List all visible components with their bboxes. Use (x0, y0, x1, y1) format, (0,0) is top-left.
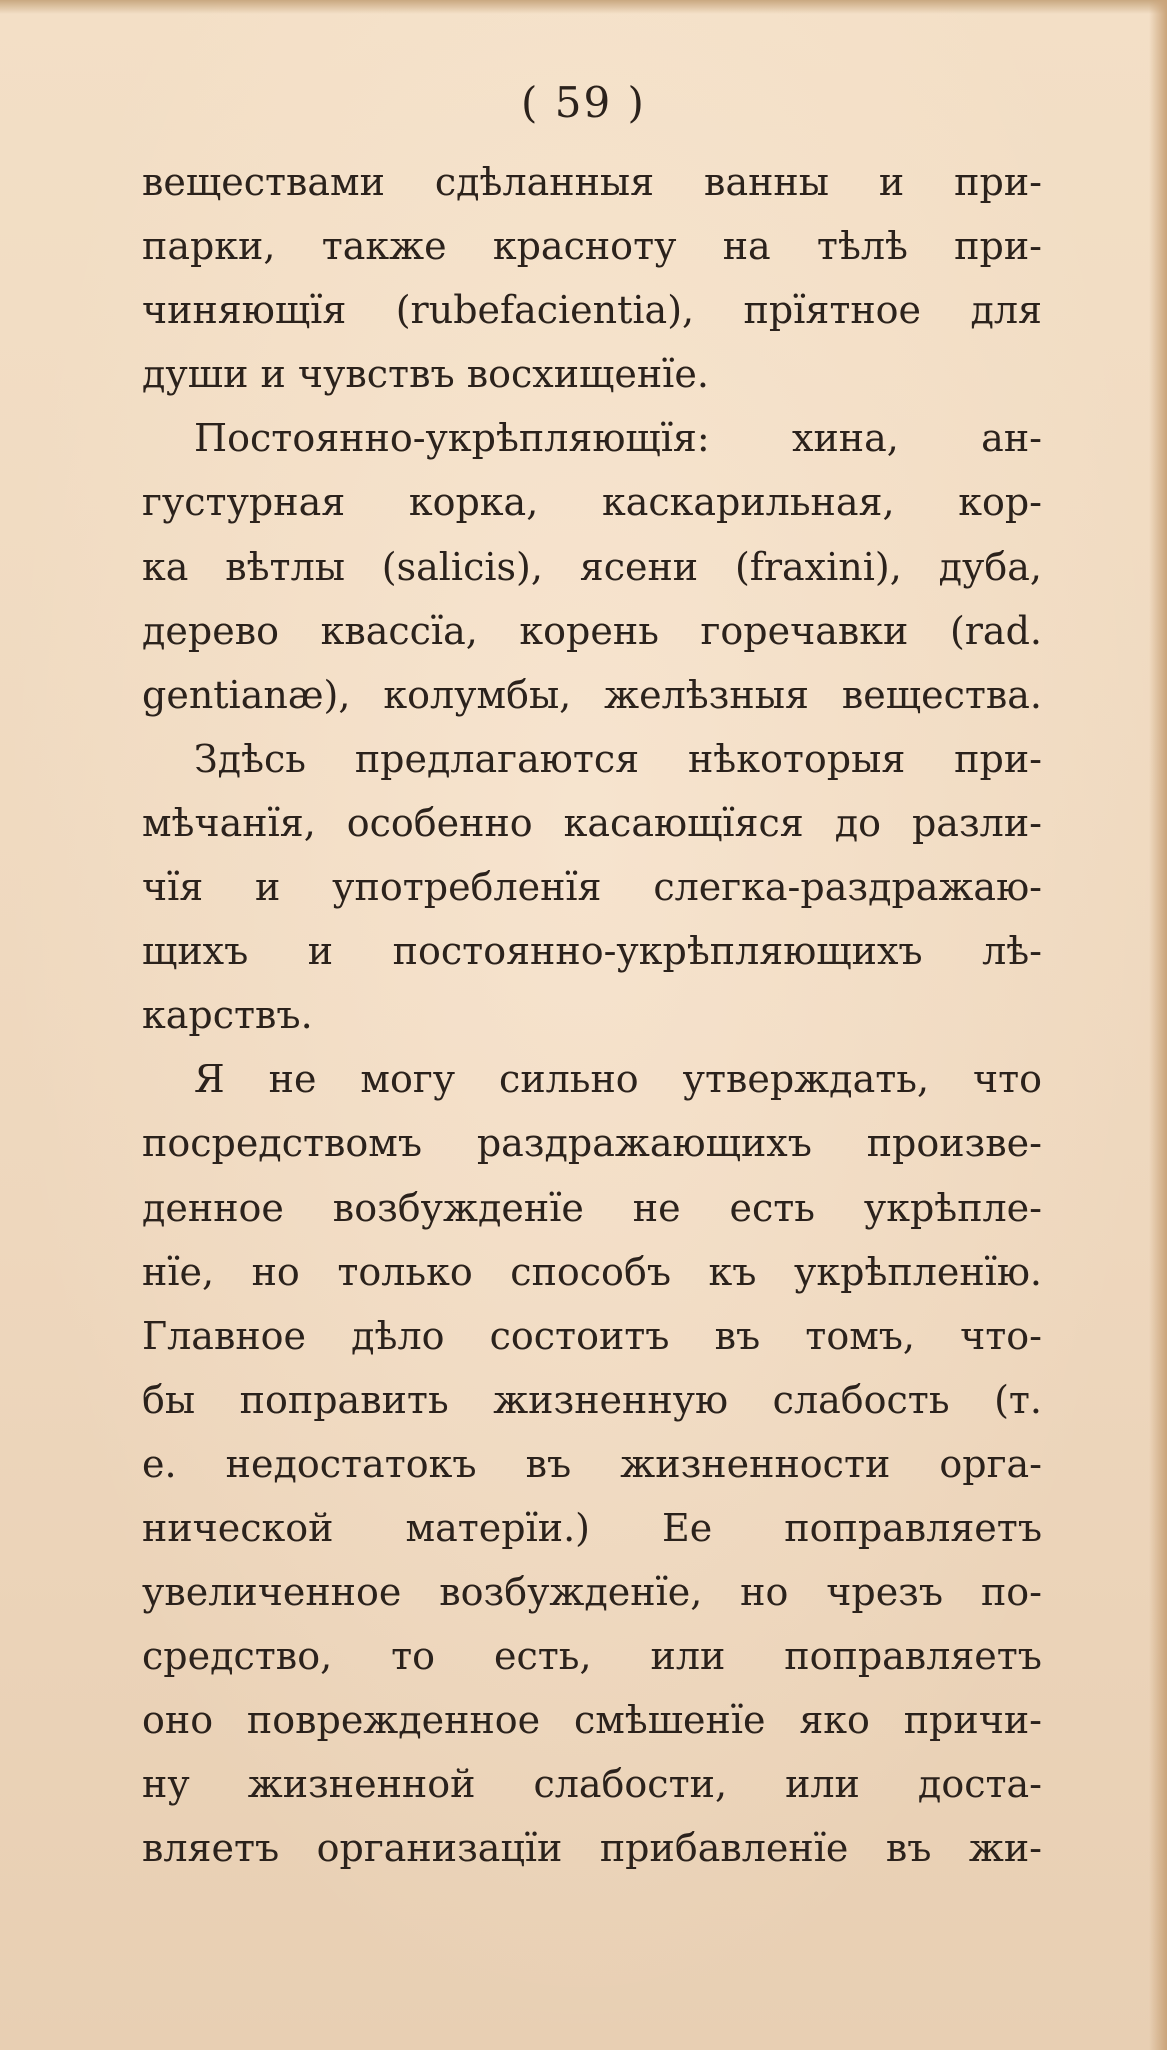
text-line: чиняющїя (rubefacientia), прїятное для (142, 288, 1042, 333)
paragraph (142, 406, 1042, 726)
text-line: парки, также красноту на тѣлѣ при- (142, 224, 1042, 269)
text-line: посредствомъ раздражающихъ произве- (142, 1121, 1042, 1166)
text-line: е. недостатокъ въ жизненности орга- (142, 1441, 1042, 1486)
page-right-edge (1149, 0, 1167, 2050)
body-text (142, 150, 1042, 1881)
page-number: ( 59 ) (521, 78, 646, 127)
text-line: средство, то есть, или поправляетъ (142, 1634, 1042, 1679)
text-line: веществами сдѣланныя ванны и при- (142, 160, 1042, 204)
text-line: вляетъ организацїи прибавленїе въ жи- (142, 1826, 1042, 1871)
text-line: ну жизненной слабости, или доста- (142, 1762, 1042, 1807)
paragraph (142, 1047, 1042, 1880)
text-line: дерево квассїа, корень горечавки (rad. (142, 608, 1042, 653)
text-line: карствъ. (142, 993, 313, 1038)
text-line: денное возбужденїе не есть укрѣпле- (142, 1185, 1042, 1230)
text-line: Главное дѣло состоитъ въ томъ, что- (142, 1313, 1042, 1358)
text-line: увеличенное возбужденїе, но чрезъ по- (142, 1570, 1042, 1615)
text-line: души и чувствъ восхищенїе. (142, 352, 709, 397)
text-line: щихъ и постоянно-укрѣпляющихъ лѣ- (142, 929, 1042, 974)
text-line: мѣчанїя, особенно касающїяся до разли- (142, 800, 1042, 845)
text-line: бы поправить жизненную слабость (т. (142, 1377, 1042, 1422)
text-line: Постоянно-укрѣпляющїя: хина, ан- (194, 416, 1042, 461)
text-line: густурная корка, каскарильная, кор- (142, 480, 1042, 525)
text-line: нической матерїи.) Ее поправляетъ (142, 1505, 1042, 1550)
text-line: Здѣсь предлагаются нѣкоторыя при- (194, 736, 1042, 781)
text-line: оно поврежденное смѣшенїе яко причи- (142, 1698, 1042, 1743)
text-line: ка вѣтлы (salicis), ясени (fraxini), дуба, (142, 544, 1042, 589)
text-line: чїя и употребленїя слегка-раздражаю- (142, 865, 1042, 910)
paragraph (142, 727, 1042, 1047)
text-line: Я не могу сильно утверждать, что (194, 1057, 1042, 1102)
page-top-edge (0, 0, 1167, 14)
paragraph (142, 150, 1042, 406)
text-line: gentianæ), колумбы, желѣзныя вещества. (142, 672, 1042, 717)
text-line: нїе, но только способъ къ укрѣпленїю. (142, 1249, 1042, 1294)
